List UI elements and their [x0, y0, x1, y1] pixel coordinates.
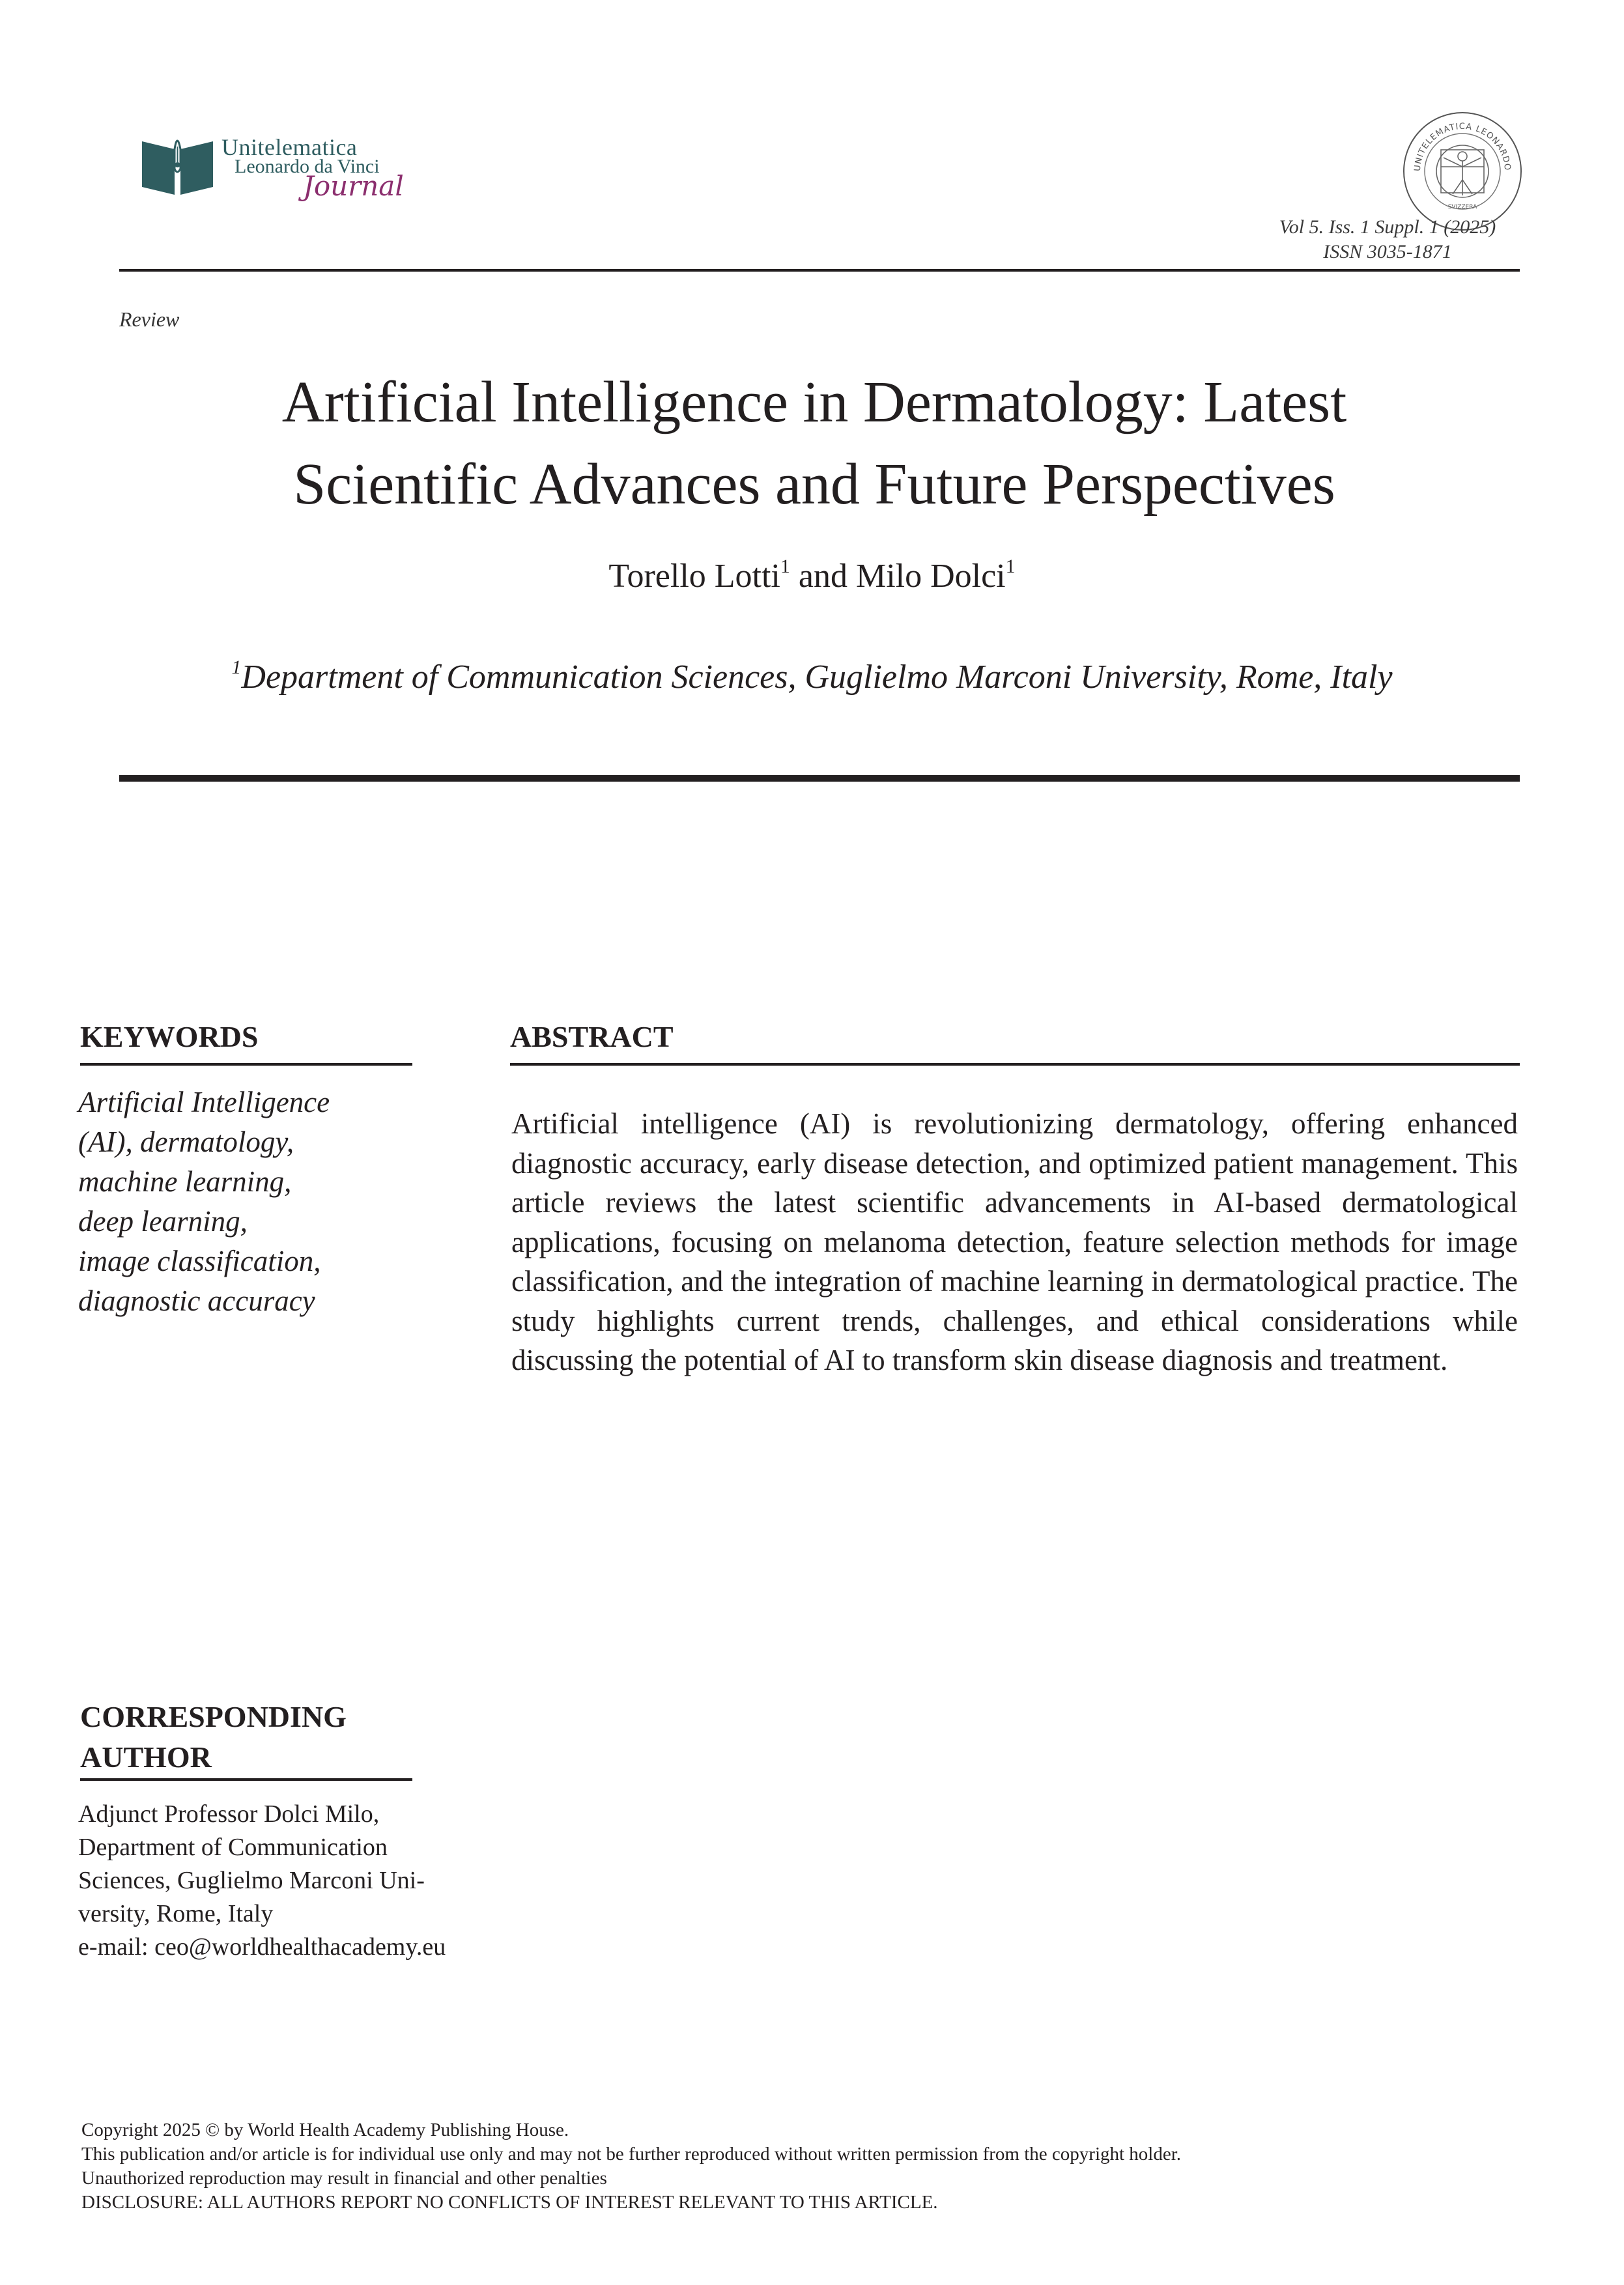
keyword-line: Artificial Intelligence: [78, 1086, 330, 1118]
corresponding-author-details: [78, 1798, 495, 1964]
keyword-line: image classification,: [78, 1245, 321, 1277]
footer-disclosure: DISCLOSURE: ALL AUTHORS REPORT NO CONFLICTS OF INTEREST RELEVANT TO THIS ARTICLE.: [81, 2192, 938, 2213]
author-name: Torello Lotti: [608, 558, 780, 595]
logo-line-2: Leonardo da Vinci: [235, 156, 380, 177]
abstract-heading: ABSTRACT: [510, 1020, 674, 1053]
author-separator: and: [790, 558, 856, 595]
logo-line-3: Journal: [303, 170, 404, 202]
keywords-divider: [80, 1063, 412, 1066]
book-pen-icon: [137, 127, 218, 205]
copyright-footer: [81, 2118, 1181, 2215]
corresponding-divider: [80, 1778, 412, 1781]
affiliation: [0, 658, 1624, 696]
keyword-line: (AI), dermatology,: [78, 1126, 294, 1158]
logo-line-1: Unitelematica: [221, 134, 358, 160]
corresponding-line: versity, Rome, Italy: [78, 1900, 274, 1927]
footer-line: Unauthorized reproduction may result in financial and other penalties: [81, 2168, 607, 2189]
author-affiliation-mark: 1: [780, 556, 790, 577]
article-title: [98, 362, 1531, 526]
author-affiliation-mark: 1: [1005, 556, 1016, 577]
volume-label: Vol 5. Iss. 1 Suppl. 1 (2025): [1279, 216, 1496, 238]
title-line-2: Scientific Advances and Future Perspectives: [293, 452, 1335, 517]
author-list: [0, 557, 1624, 595]
seal-bottom-text: SVIZZERA: [1447, 204, 1477, 210]
abstract-divider: [510, 1063, 1520, 1066]
corresponding-author-heading: [80, 1697, 347, 1778]
corresponding-line: Sciences, Guglielmo Marconi Uni-: [78, 1867, 425, 1894]
affiliation-text: Department of Communication Sciences, Guglielmo Marconi University, Rome, Italy: [241, 659, 1393, 696]
volume-info: [1251, 215, 1524, 264]
title-divider: [119, 775, 1520, 782]
keyword-line: diagnostic accuracy: [78, 1284, 315, 1317]
keyword-line: deep learning,: [78, 1205, 248, 1238]
vitruvian-man-icon: [1436, 145, 1489, 197]
author-name: Milo Dolci: [855, 558, 1006, 595]
header-divider: [119, 269, 1520, 272]
issn-label: ISSN 3035-1871: [1323, 241, 1452, 263]
svg-text:UNITELEMATICA LEONARDO DA VINC: [1401, 109, 1512, 171]
abstract-body: Artificial intelligence (AI) is revolutionizing dermatology, offering enhanced diagnostic accuracy, early disease detection, and optimized patient management. This article reviews the latest scientific advancements in AI-based dermatological applications, focusing on melanoma detection, feature selection methods for image classification, and the integration of machine learning in dermatological practice. The study highlights current trends, challenges, and ethical considerations while discussing the potential of AI to transform skin disease diagnosis and treatment.: [511, 1107, 1518, 1376]
corresponding-heading-line: AUTHOR: [80, 1740, 212, 1774]
title-line-1: Artificial Intelligence in Dermatology: Latest: [281, 370, 1347, 434]
article-type: Review: [119, 307, 180, 331]
journal-logo: [137, 127, 410, 205]
keyword-line: machine learning,: [78, 1165, 292, 1198]
seal-ring-text: UNITELEMATICA LEONARDO: [1412, 121, 1513, 172]
footer-line: Copyright 2025 © by World Health Academy Publishing House.: [81, 2120, 569, 2140]
corresponding-line: Adjunct Professor Dolci Milo,: [78, 1800, 380, 1828]
footer-line: This publication and/or article is for individual use only and may not be further reproduced without written permission from the copyright holder.: [81, 2144, 1182, 2164]
keywords-list: [78, 1083, 330, 1321]
corresponding-line: Department of Communication: [78, 1834, 388, 1861]
corresponding-heading-line: CORRESPONDING: [80, 1700, 347, 1733]
keywords-heading: KEYWORDS: [80, 1020, 259, 1053]
corresponding-email: e-mail: ceo@worldhealthacademy.eu: [78, 1933, 446, 1961]
affiliation-mark: 1: [231, 657, 242, 678]
